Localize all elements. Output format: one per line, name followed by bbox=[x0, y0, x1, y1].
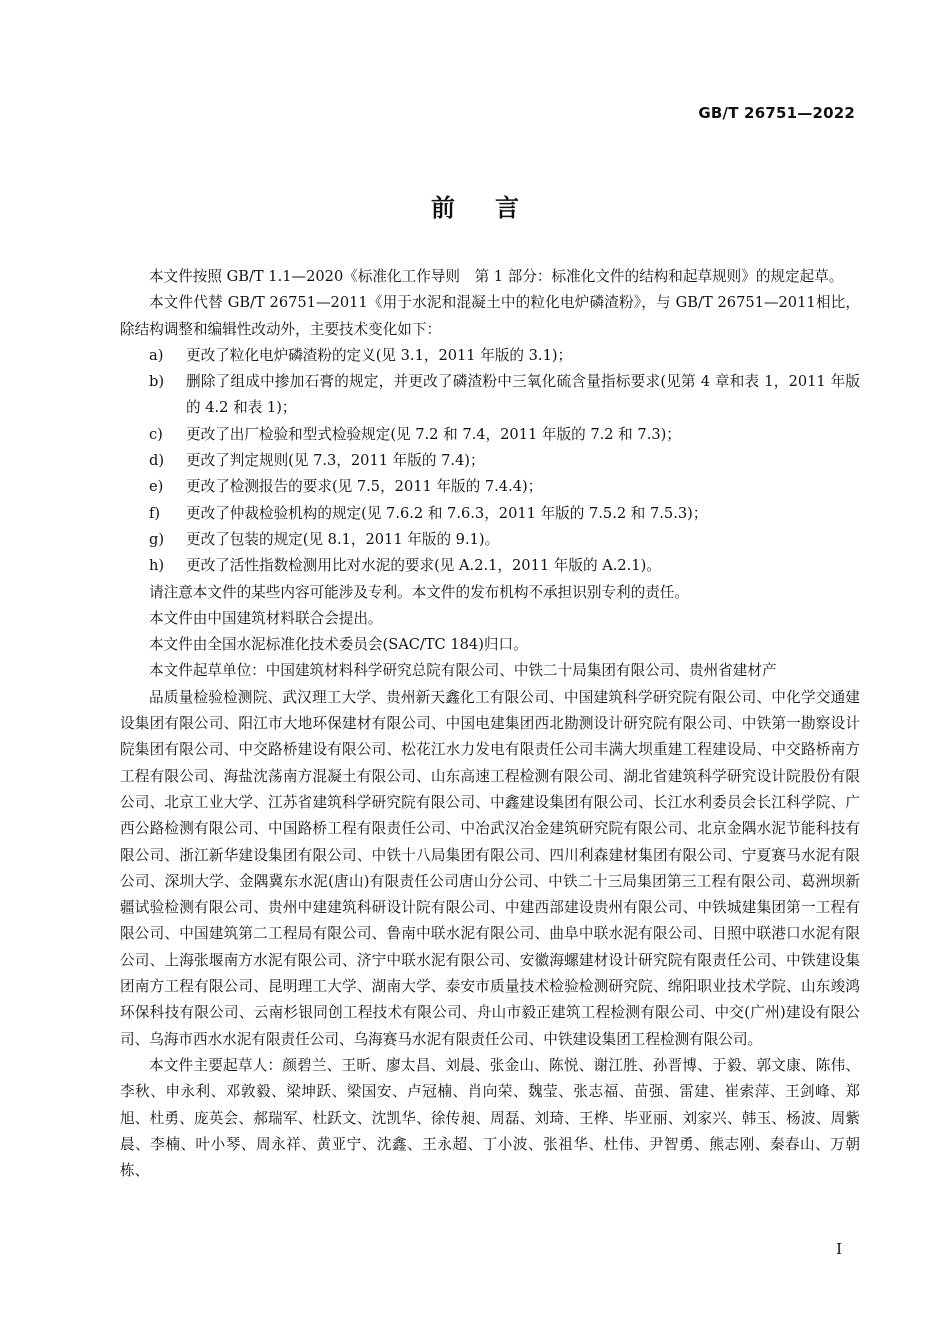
list-marker: g) bbox=[149, 530, 165, 548]
paragraph-replacement: 本文件代替 GB/T 26751—2011《用于水泥和混凝土中的粒化电炉磷渣粉》，与 GB/T 26751—2011相比，除结构调整和编辑性改动外，主要技术变化如下： bbox=[120, 294, 860, 338]
paragraph-drafting-units bbox=[120, 658, 860, 1052]
list-marker: h) bbox=[149, 557, 165, 575]
list-item bbox=[120, 369, 860, 422]
drafting-units-list: 品质量检验检测院、武汉理工大学、贵州新天鑫化工有限公司、中国建筑科学研究院有限公司、中化学交通建设集团有限公司、阳江市大地环保建材有限公司、中国电建集团西北勘测设计研究院有限公司、中铁第一勘察设计院集团有限公司、中交路桥建设有限公司、松花江水力发电有限责任公司丰满大坝重建工程建设局、中交路桥南方工程有限公司、海盐沈荡南方混凝土有限公司、山东高速工程检测有限公司、湖北省建筑科学研究设计院股份有限公司、北京工业大学、江苏省建筑科学研究院有限公司、中鑫建设集团有限公司、长江水利委员会长江科学院、广西公路检测有限公司、中国路桥工程有限责任公司、中冶武汉冶金建筑研究院有限公司、北京金隅水泥节能科技有限公司、浙江新华建设集团有限公司、中铁十八局集团有限公司、四川利森建材集团有限公司、宁夏赛马水泥有限公司、深圳大学、金隅冀东水泥(唐山)有限责任公司唐山分公司、中铁二十三局集团第三工程有限公司、葛洲坝新疆试验检测有限公司、贵州中建建筑科研设计院有限公司、中建西部建设贵州有限公司、中铁城建集团第一工程有限公司、中国建筑第二工程局有限公司、鲁南中联水泥有限公司、曲阜中联水泥有限公司、日照中联港口水泥有限公司、上海张堰南方水泥有限公司、济宁中联水泥有限公司、安徽海螺建材设计研究院有限责任公司、中铁建设集团南方工程有限公司、昆明理工大学、湖南大学、泰安市质量技术检验检测研究院、绵阳职业技术学院、山东竣鸿环保科技有限公司、云南杉银同创工程技术有限公司、舟山市毅正建筑工程检测有限公司、中交(广州)建设有限公司、乌海市西水水泥有限责任公司、乌海赛马水泥有限责任公司、中铁建设集团工程检测有限公司。 bbox=[120, 688, 860, 1048]
paragraph-centralized-by: 本文件由全国水泥标准化技术委员会(SAC/TC 184)归口。 bbox=[149, 636, 528, 654]
paragraph-patent-notice: 请注意本文件的某些内容可能涉及专利。本文件的发布机构不承担识别专利的责任。 bbox=[149, 583, 689, 601]
list-marker: c) bbox=[149, 425, 163, 443]
list-item-text: 更改了判定规则(见 7.3，2011 年版的 7.4)； bbox=[186, 452, 485, 470]
list-item-text: 更改了粒化电炉磷渣粉的定义(见 3.1，2011 年版的 3.1)； bbox=[186, 346, 573, 364]
list-item-text: 更改了包装的规定(见 8.1，2011 年版的 9.1)。 bbox=[186, 530, 500, 548]
paragraph-drafting-rules: 本文件按照 GB/T 1.1—2020《标准化工作导则 第 1 部分：标准化文件的结构和起草规则》的规定起草。 bbox=[149, 268, 844, 285]
list-item bbox=[120, 553, 860, 579]
list-item-text: 更改了活性指数检测用比对水泥的要求(见 A.2.1，2011 年版的 A.2.1)。 bbox=[186, 557, 661, 575]
paragraph-proposed-by: 本文件由中国建筑材料联合会提出。 bbox=[149, 609, 383, 627]
list-item-text: 更改了出厂检验和型式检验规定(见 7.2 和 7.4，2011 年版的 7.2 和 7.3)； bbox=[186, 425, 681, 443]
list-marker: e) bbox=[149, 478, 164, 496]
list-item bbox=[120, 501, 860, 527]
standard-code: GB/T 26751—2022 bbox=[698, 104, 855, 122]
changes-list bbox=[120, 343, 860, 580]
page-number: I bbox=[836, 1240, 842, 1258]
list-item-text: 删除了组成中掺加石膏的规定，并更改了磷渣粉中三氧化硫含量指标要求(见第 4 章和表 1，2011 年版的 4.2 和表 1)； bbox=[186, 373, 860, 417]
paragraph-drafters: 本文件主要起草人：颜碧兰、王昕、廖太昌、刘晨、张金山、陈悦、谢江胜、孙晋博、于毅、郭文康、陈伟、李秋、申永利、邓敦毅、梁坤跃、梁国安、卢冠楠、肖向荣、魏莹、张志福、苗强、雷建、崔索萍、王剑峰、郑旭、杜勇、庞英会、郝瑞军、杜跃文、沈凯华、徐传昶、周磊、刘琦、王桦、毕亚丽、刘家兴、韩玉、杨波、周紫晨、李楠、叶小琴、周永祥、黄亚宁、沈鑫、王永超、丁小波、张祖华、杜伟、尹智勇、熊志刚、秦春山、万朝栋、 bbox=[120, 1056, 860, 1180]
list-marker: d) bbox=[149, 452, 165, 470]
list-item-text: 更改了检测报告的要求(见 7.5，2011 年版的 7.4.4)； bbox=[186, 478, 543, 496]
list-item bbox=[120, 448, 860, 474]
list-item-text: 更改了仲裁检验机构的规定(见 7.6.2 和 7.6.3，2011 年版的 7.5.2 和 7.5.3)； bbox=[186, 504, 708, 522]
list-item bbox=[120, 422, 860, 448]
foreword-body bbox=[120, 264, 860, 1184]
list-marker: a) bbox=[149, 346, 164, 364]
list-marker: f) bbox=[149, 504, 161, 522]
list-item bbox=[120, 474, 860, 500]
page-title: 前言 bbox=[431, 194, 559, 222]
list-item bbox=[120, 343, 860, 369]
list-item bbox=[120, 527, 860, 553]
drafting-units-lead: 本文件起草单位：中国建筑材料科学研究总院有限公司、中铁二十局集团有限公司、贵州省建材产 bbox=[149, 662, 777, 680]
list-marker: b) bbox=[149, 373, 165, 391]
